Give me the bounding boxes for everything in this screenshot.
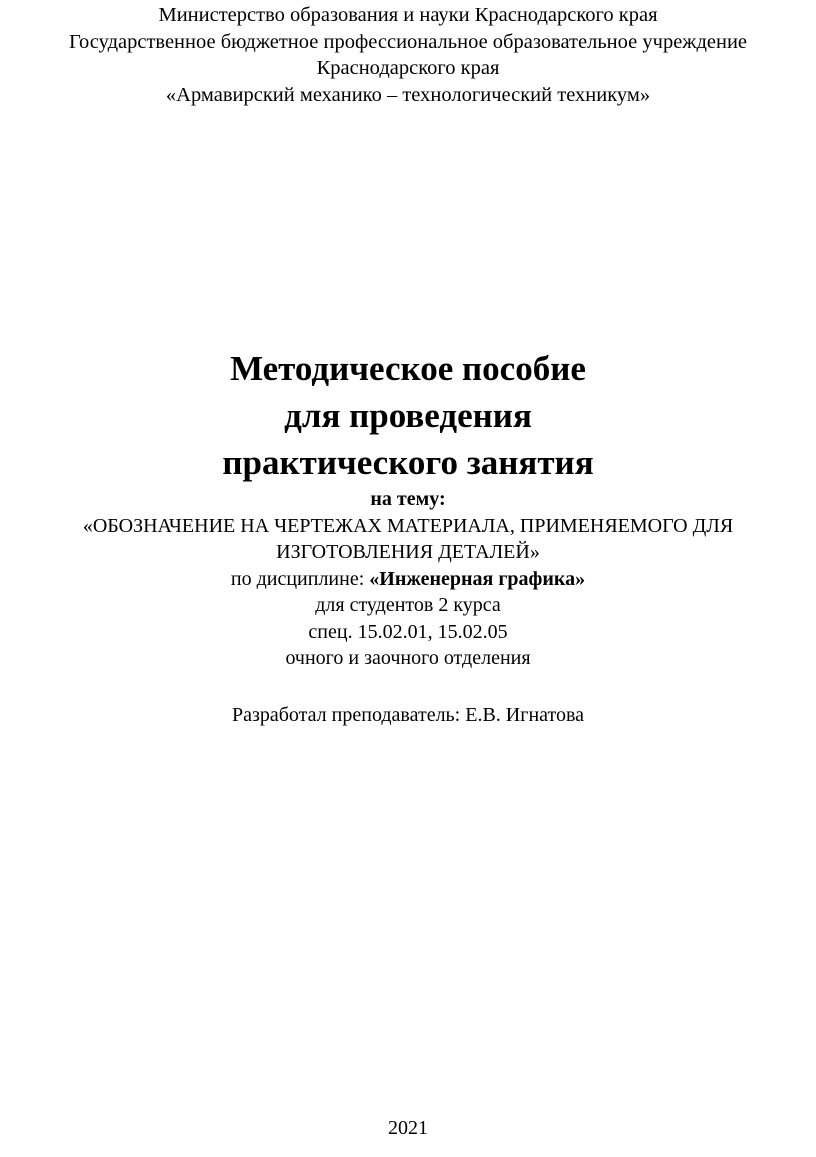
title-line-2: для проведения	[284, 396, 532, 435]
institution-header	[0, 2, 816, 108]
title-line-3: практического занятия	[222, 443, 594, 482]
institution-type-line: Государственное бюджетное профессиональное образовательное учреждение	[68, 30, 748, 53]
topic-label: на тему:	[370, 488, 446, 510]
ministry-line: Министерство образования и науки Краснодарского края	[158, 4, 658, 26]
departments-line: очного и заочного отделения	[285, 647, 531, 669]
year-line: 2021	[388, 1117, 428, 1139]
topic-line-1: «ОБОЗНАЧЕНИЕ НА ЧЕРТЕЖАХ МАТЕРИАЛА, ПРИМЕНЯЕМОГО ДЛЯ	[82, 515, 734, 537]
course-details	[0, 592, 816, 672]
discipline-line	[0, 566, 816, 592]
institution-name-line: «Армавирский механико – технологический техникум»	[165, 83, 651, 106]
document-title	[0, 345, 816, 486]
author-line: Разработал преподаватель: Е.В. Игнатова	[231, 704, 585, 726]
specialties-line: спец. 15.02.01, 15.02.05	[308, 620, 508, 643]
discipline-name: «Инженерная графика»	[369, 568, 586, 590]
title-line-1: Методическое пособие	[230, 349, 586, 388]
discipline-prefix: по дисциплине:	[230, 568, 370, 590]
topic-line-2: ИЗГОТОВЛЕНИЯ ДЕТАЛЕЙ»	[276, 541, 540, 563]
students-line: для студентов 2 курса	[315, 594, 501, 616]
region-line: Краснодарского края	[316, 57, 500, 79]
topic-text	[0, 513, 816, 565]
